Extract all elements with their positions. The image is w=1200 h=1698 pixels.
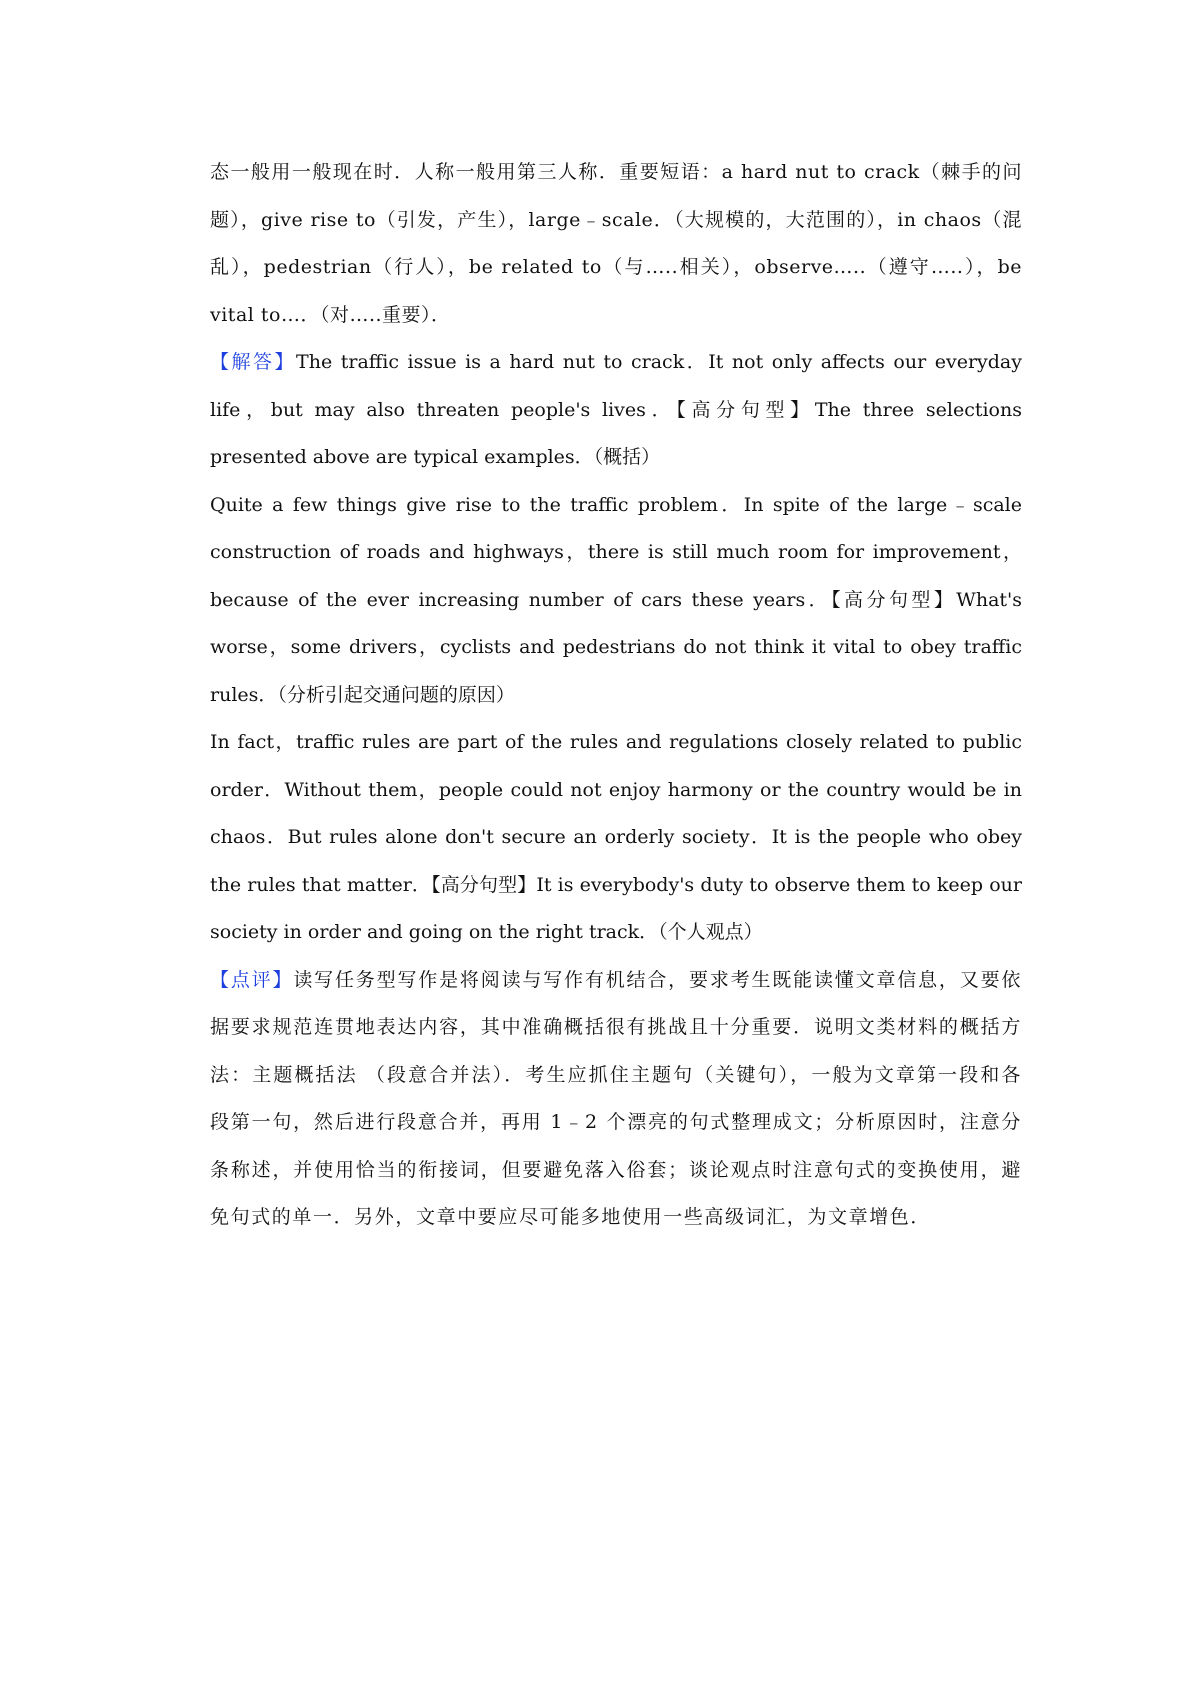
comment-label: 【点评】 [210, 968, 294, 991]
reasons-text-1: Quite a few things give rise to the traffic problem．In spite of the large﹣scale construction of roads and highways，there is still much room for improvement，because of the ever increasing number of cars these years． [210, 493, 1022, 611]
document-body [210, 149, 1022, 1242]
answer-text-2: The three selections presented above are typical examples．（概括） [210, 398, 1022, 468]
reasons-text-2: What's worse，some drivers，cyclists and pedestrians do not think it vital to obey traffic rules．（分析引起交通问题的原因） [210, 588, 1022, 706]
high-score-tag-1: 【高分句型】 [676, 398, 815, 421]
intro-paragraph [210, 149, 1022, 339]
answer-label: 【解答】 [210, 351, 297, 373]
opinion-paragraph [210, 719, 1022, 957]
high-score-tag-2: 【高分句型】 [831, 588, 957, 611]
comment-text: 读写任务型写作是将阅读与写作有机结合，要求考生既能读懂文章信息，又要依据要求规范连贯地表达内容，其中准确概括很有挑战且十分重要．说明文类材料的概括方法：主题概括法 （段意合并法）．考生应抓住主题句（关键句），一般为文章第一段和各段第一句，然后进行段意合并，再用 1﹣2 个漂亮的句式整理成文；分析原因时，注意分条称述，并使用恰当的衔接词，但要避免落入俗套；谈论观点时注意句式的变换使用，避免句式的单一．另外，文章中要应尽可能多地使用一些高级词汇，为文章增色． [210, 968, 1022, 1228]
answer-paragraph [210, 339, 1022, 482]
answer-text-1: The traffic issue is a hard nut to crack．It not only affects our everyday life，but may also threaten people's lives． [210, 351, 1022, 421]
opinion-text-1: In fact，traffic rules are part of the rules and regulations closely related to public order．Without them，people could not enjoy harmony or the country would be in chaos．But rules alone don't secure an orderly society．It is the people who obey the rules that matter． [210, 731, 1022, 896]
comment-paragraph [210, 957, 1022, 1242]
high-score-tag-3: 【高分句型】 [431, 873, 537, 896]
reasons-paragraph [210, 482, 1022, 720]
intro-text: 态一般用一般现在时．人称一般用第三人称．重要短语：a hard nut to crack（棘手的问题），give rise to（引发，产生），large﹣scale．（大规模的，大范围的），in chaos（混乱），pedestrian（行人），be related to（与…..相关），observe…..（遵守…..），be vital to…．（对…..重要）． [210, 161, 1022, 326]
opinion-text-2: It is everybody's duty to observe them to keep our society in order and going on the right track．（个人观点） [210, 873, 1022, 943]
